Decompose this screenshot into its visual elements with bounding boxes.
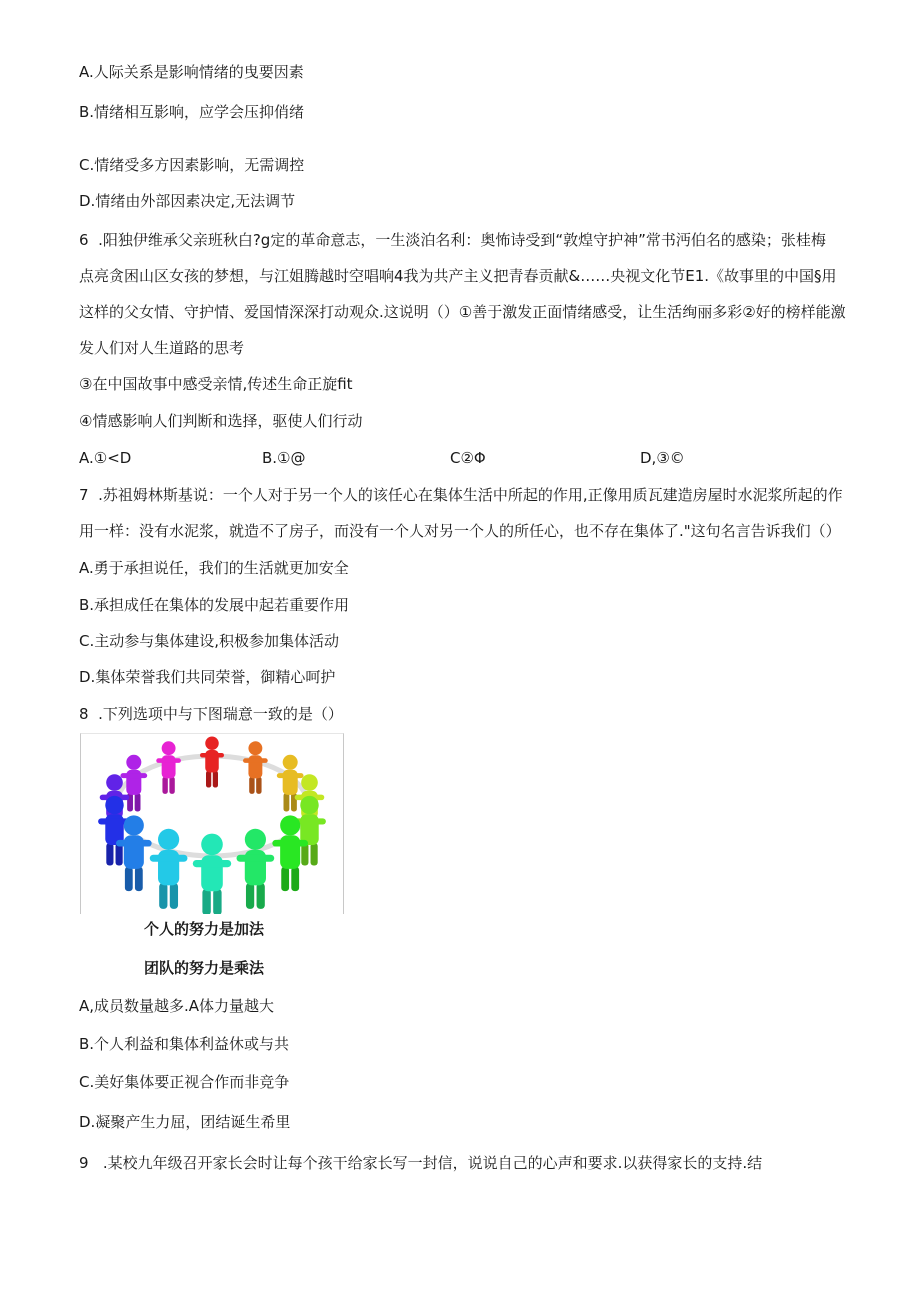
q6-option-b: B.①@ <box>262 449 306 467</box>
q7-stem-line-1: 7 .苏祖姆林斯基说：一个人对于另一个人的该任心在集体生活中所起的作用,正像用质瓦建造房屋时水泥浆所起的作 <box>79 486 843 504</box>
teamwork-figures-illustration <box>81 734 343 914</box>
q8-option-b: B.个人利益和集体利益休或与共 <box>79 1035 290 1053</box>
q6-options-row <box>79 447 839 469</box>
q6-statement-4: ④情感影响人们判断和选择，驱使人们行动 <box>79 412 363 430</box>
q7-option-d: D.集体荣誉我们共同荣誉，御精心呵护 <box>79 668 336 686</box>
team-figure <box>237 829 275 909</box>
team-figure <box>156 741 181 794</box>
q8-stem: 8 .下列选项中与下图瑞意一致的是（） <box>79 705 343 723</box>
q7-option-b: B.承担成任在集体的发展中起若重要作用 <box>79 596 350 614</box>
q7-option-c: C.主动参与集体建设,积极参加集体活动 <box>79 632 340 650</box>
q6-stem-line-1: 6 .阳独伊维承父亲班秋白?g定的革命意志，一生淡泊名利：奥怖诗受到“敦煌守护神”常书沔伯名的感染；张桂梅 <box>79 231 826 249</box>
q6-stem-line-2: 点亮贪困山区女孩的梦想，与江姐腾越时空唱响4我为共产主义把青春贡献&……央视文化节E1.《故事里的中国§用 <box>79 267 837 285</box>
q6-option-a: A.①<D <box>79 449 132 467</box>
team-figure <box>193 834 231 914</box>
q6-option-d: D,③© <box>640 449 685 467</box>
q8-option-c: C.美好集体要正视合作而非竞争 <box>79 1073 290 1091</box>
teamwork-circle-image <box>80 733 344 914</box>
team-figure <box>150 829 188 909</box>
q9-stem: 9 .某校九年级召开家长会时让每个孩干给家长写一封信，说说自己的心声和要求.以获得家长的支持.结 <box>79 1154 763 1172</box>
team-figure <box>200 737 224 788</box>
q7-stem-line-2: 用一样：没有水泥浆，就造不了房子，而没有一个人对另一个人的所任心，也不存在集体了."这句名言告诉我们（） <box>79 522 841 540</box>
q5-option-a: A.人际关系是影响情绪的曳要因素 <box>79 63 304 81</box>
q8-option-d: D.凝聚产生力屈，团结诞生希里 <box>79 1113 291 1131</box>
q6-stem-line-3: 这样的父女情、守护情、爱国情深深打动观众.这说明（）①善于激发正面情绪感受，让生活绚丽多彩②好的榜样能激 <box>79 303 846 321</box>
q5-option-b: B.情绪相互影响，应学会压抑俏绪 <box>79 103 305 121</box>
q6-option-c: C②Φ <box>450 449 486 467</box>
q5-option-d: D.情绪由外部因素决定,无法调节 <box>79 192 296 210</box>
q7-option-a: A.勇于承担说任，我们的生活就更加安全 <box>79 559 349 577</box>
q5-option-c: C.情绪受多方因素影响，无需调控 <box>79 156 305 174</box>
q6-stem-line-4: 发人们对人生道路的思考 <box>79 339 245 357</box>
q6-statement-3: ③在中国故事中感受亲情,传述生命正旋fit <box>79 375 353 393</box>
figure-caption-1: 个人的努力是加法 <box>144 920 265 938</box>
figure-caption-2: 团队的努力是乘法 <box>144 959 265 977</box>
team-figure <box>243 741 268 794</box>
q8-option-a: A,成员数量越多.A体力量越大 <box>79 997 275 1015</box>
